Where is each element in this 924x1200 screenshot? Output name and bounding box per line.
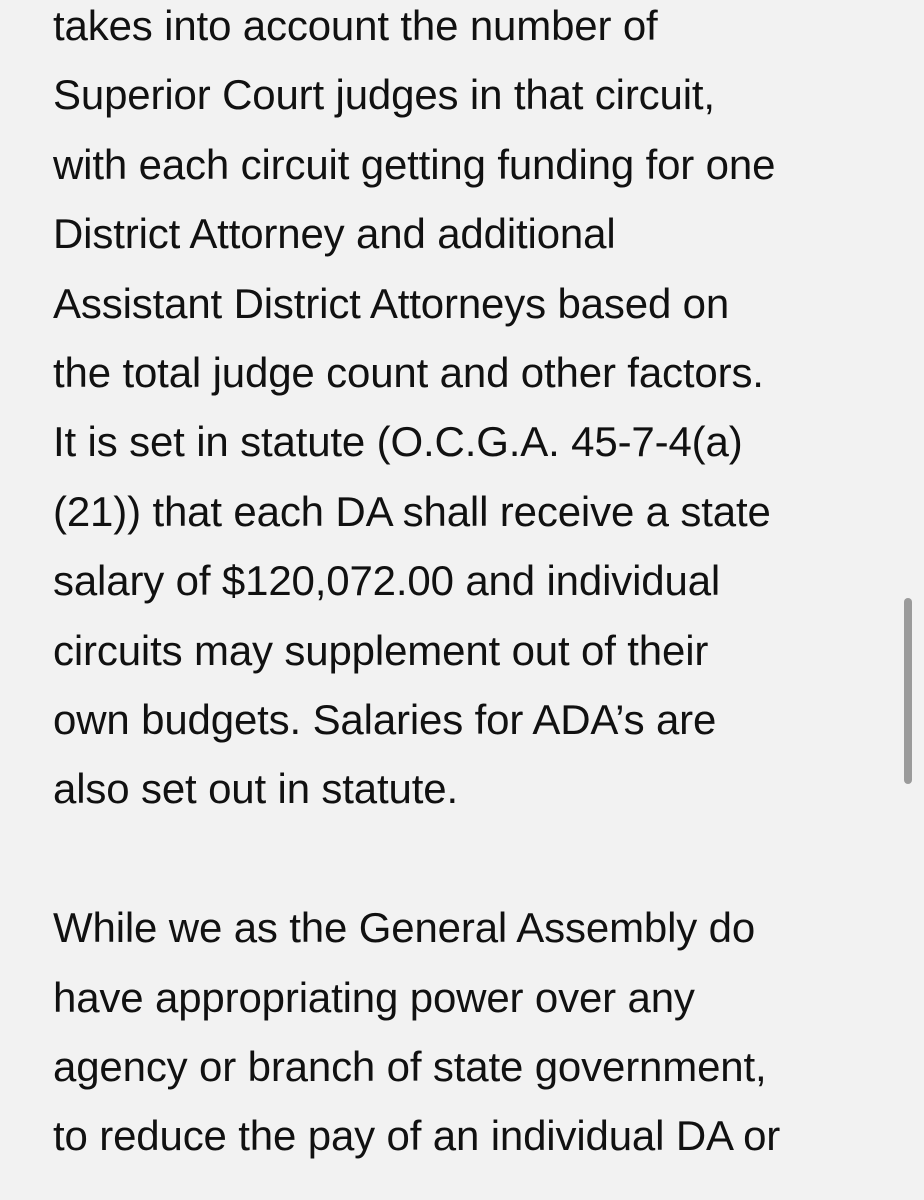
text-line: have appropriating power over any bbox=[53, 973, 695, 1021]
text-line: takes into account the number of bbox=[53, 2, 658, 49]
vertical-scrollbar[interactable] bbox=[904, 598, 912, 784]
text-line: own budgets. Salaries for ADA’s are bbox=[53, 696, 717, 744]
text-line: (21)) that each DA shall receive a state bbox=[53, 487, 771, 535]
text-line: While we as the General Assembly do bbox=[53, 904, 756, 952]
paragraph-spacer bbox=[53, 824, 893, 893]
text-line: District Attorney and additional bbox=[53, 210, 616, 258]
text-line: to reduce the pay of an individual DA or bbox=[53, 1112, 781, 1160]
paragraph-judge-funding bbox=[53, 0, 893, 824]
text-line: with each circuit getting funding for one bbox=[53, 140, 776, 188]
text-line: salary of $120,072.00 and individual bbox=[53, 557, 721, 605]
text-line: Assistant District Attorneys based on bbox=[53, 279, 730, 327]
text-line: the total judge count and other factors. bbox=[53, 349, 764, 397]
text-line: agency or branch of state government, bbox=[53, 1043, 767, 1091]
text-line: Superior Court judges in that circuit, bbox=[53, 71, 715, 119]
paragraph-general-assembly bbox=[53, 893, 893, 1171]
text-line: It is set in statute (O.C.G.A. 45-7-4(a) bbox=[53, 418, 743, 466]
article-body bbox=[53, 0, 893, 1171]
text-line: circuits may supplement out of their bbox=[53, 626, 709, 674]
text-line: also set out in statute. bbox=[53, 765, 458, 813]
